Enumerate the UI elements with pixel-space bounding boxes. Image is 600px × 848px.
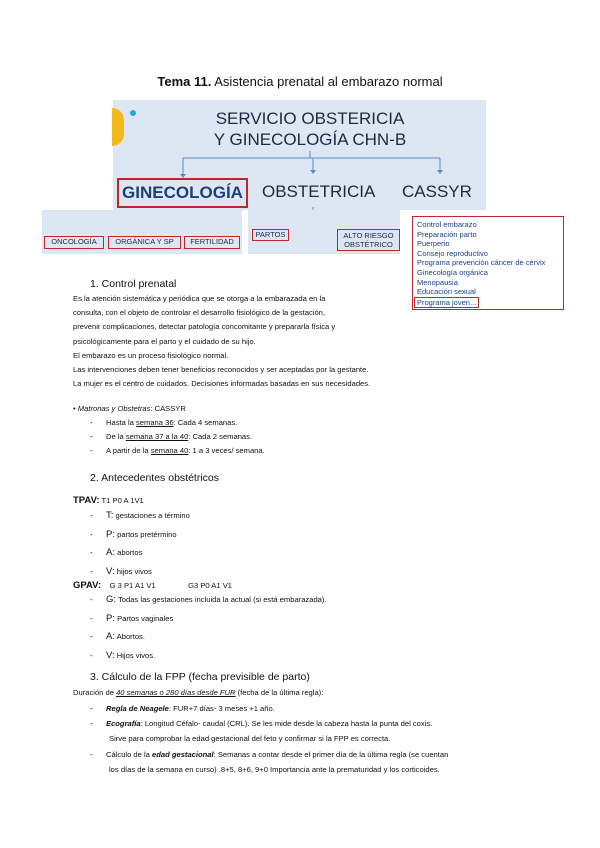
fpp-item: - Regla de Neagele: FUR+7 días- 3 meses +1 año. [90,704,275,713]
tpav-value: T1 P0 A 1V1 [99,496,144,505]
gpav-item: - V: Hijos vivos. [90,649,156,661]
cassyr-item: Puerperio [417,239,450,249]
cassyr-item: Educación sexual [417,287,476,297]
fpp-item: - Ecografía: Longitud Céfalo- caudal (CRL). Se les mide desde la cabeza hasta la punta del coxis. [90,719,433,729]
visit-item: - De la semana 37 a la 40: Cada 2 semanas. [90,432,253,442]
gpav-item: - G: Todas las gestaciones incluida la actual (si está embarazada). [90,594,327,605]
cassyr-item: Ginecología orgánica [417,267,488,277]
cassyr-services-list [412,216,564,310]
tpav-item: - P: partos pretérmino [90,528,177,540]
node-fertilidad: FERTILIDAD [184,236,240,249]
cassyr-item: Programa prevención cáncer de cérvix [417,258,546,268]
section1-heading: 1. Control prenatal [90,278,177,290]
node-alto-riesgo [337,229,400,251]
tpav-item: - A: abortos [90,547,143,558]
visit-item: - Hasta la semana 36: Cada 4 semanas. [90,418,238,427]
cassyr-item: Menopausia [417,277,458,287]
node-obstetricia: OBSTETRICIA [262,182,376,201]
cassyr-item: Consejo reproductivo [417,248,488,258]
cassyr-item: Programa joven... [414,297,479,309]
title-number: Tema 11. [157,74,212,89]
fpp-list [90,701,448,777]
visits-list [90,416,265,459]
tpav-list [90,507,190,581]
body-line: La mujer es el centro de cuidados. Decisiones informadas basadas en sus necesidades. [73,379,371,389]
alto-riesgo-line1: ALTO RIESGO [343,231,394,240]
cassyr-item: Preparación parto [417,229,477,239]
gpav-list [90,591,327,665]
duration-line: Duración de 40 semanas o 280 días desde FUR (fecha de la última regla): [73,688,324,697]
body-line: psicológicamente para el parto y el cuidado de su hijo. [73,336,256,346]
section1-body [73,292,370,391]
tpav-line [73,490,144,508]
node-oncologia: ONCOLOGÍA [44,236,104,249]
fpp-item: Sirve para comprobar la edad gestacional del feto y confirmar si la FPP es correcta. [109,734,391,744]
fpp-item: - Cálculo de la edad gestacional: Semanas a contar desde el primer día de la última regla (se cuentan [90,749,449,759]
tpav-item: - V: hijos vivos [90,565,152,577]
tpav-label: TPAV: [73,495,100,506]
body-line: prevenir complicaciones, detectar patología concomitante y prepararla física y [73,322,336,332]
visit-item: - A partir de la semana 40: 1 a 3 veces/ semana. [90,446,265,456]
matronas-label: Matronas y Obstetras [77,404,151,413]
node-organica-sp: ORGÁNICA Y SP [108,236,181,249]
diagram-title-line2: Y GINECOLOGÍA CHN-B [213,130,407,149]
diagram-title-line1: SERVICIO OBSTERICIA [215,109,405,128]
matronas-rest: : CASSYR [150,404,186,413]
gpav-item: - A: Abortos. [90,631,145,642]
gpav-value2: G3 P0 A1 V1 [188,581,232,590]
title-text: Asistencia prenatal al embarazo normal [211,74,443,89]
body-line: Es la atención sistemática y periódica que se otorga a la embarazada en la [73,294,326,303]
body-line: El embarazo es un proceso fisiológico normal. [73,350,229,360]
body-line: consulta, con el objeto de controlar el desarrollo fisiológico de la gestación, [73,308,326,318]
matronas-line: • Matronas y Obstetras: CASSYR [73,404,186,413]
node-partos: PARTOS [252,229,289,241]
section3-heading: 3. Cálculo de la FPP (fecha previsible de parto) [90,671,310,683]
cassyr-item: Control embarazo [417,220,477,229]
node-cassyr: CASSYR [402,182,472,201]
section2-heading: 2. Antecedentes obstétricos [90,472,219,484]
gpav-value1: G 3 P1 A1 V1 [109,581,156,590]
gpav-item: - P: Partos vaginales [90,612,174,624]
node-ginecologia: GINECOLOGÍA [117,178,248,208]
gpav-label: GPAV: [73,580,102,591]
body-line: Las intervenciones deben tener beneficios reconocidos y ser aceptadas por la gestante. [73,365,369,375]
fpp-item: los días de la semana en curso) .8+5, 8+6, 9+0 Importancia ante la prematuridad y los corticoides. [109,764,440,774]
alto-riesgo-line2: OBSTÉTRICO [344,240,393,249]
tpav-item: - T: gestaciones a término [90,510,190,521]
